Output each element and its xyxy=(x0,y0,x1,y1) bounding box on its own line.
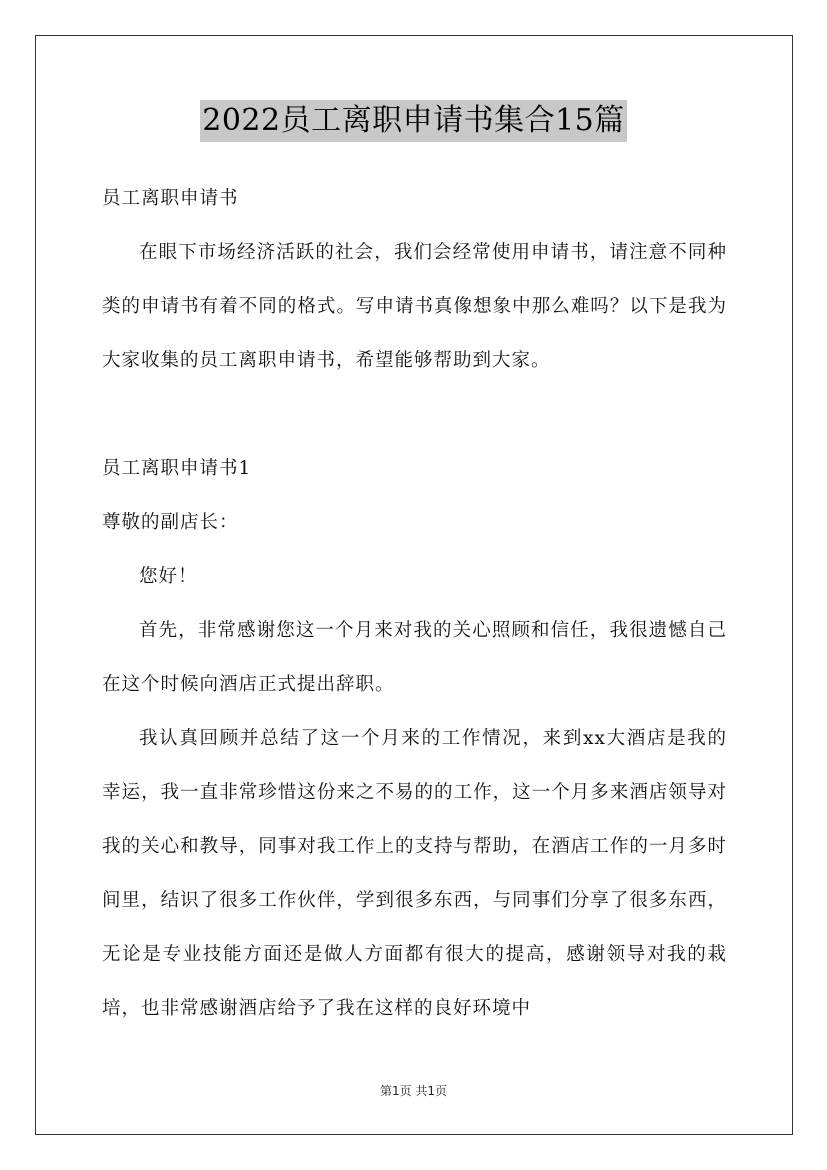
body-paragraph-1: 首先，非常感谢您这一个月来对我的关心照顾和信任，我很遗憾自己在这个时候向酒店正式提出辞职。 xyxy=(102,620,727,695)
salutation: 尊敬的副店长： xyxy=(102,512,239,533)
page-footer: 第1页 共1页 xyxy=(379,1084,448,1098)
greeting: 您好！ xyxy=(139,566,198,587)
title-container xyxy=(0,100,827,142)
intro-heading: 员工离职申请书 xyxy=(102,188,239,209)
intro-paragraph: 在眼下市场经济活跃的社会，我们会经常使用申请书，请注意不同种类的申请书有着不同的格式。写申请书真像想象中那么难吗？以下是我为大家收集的员工离职申请书，希望能够帮助到大家。 xyxy=(102,242,727,371)
section-heading: 员工离职申请书1 xyxy=(102,458,252,479)
document-title: 2022员工离职申请书集合15篇 xyxy=(200,100,627,142)
paragraph-gap xyxy=(102,388,727,442)
document-body xyxy=(102,172,727,1036)
body-paragraph-2: 我认真回顾并总结了这一个月来的工作情况，来到xx大酒店是我的幸运，我一直非常珍惜这份来之不易的的工作，这一个月多来酒店领导对我的关心和教导，同事对我工作上的支持与帮助，在酒店工作的一月多时间里，结识了很多工作伙伴，学到很多东西，与同事们分享了很多东西，无论是专业技能方面还是做人方面都有很大的提高，感谢领导对我的栽培，也非常感谢酒店给予了我在这样的良好环境中 xyxy=(102,728,727,1019)
